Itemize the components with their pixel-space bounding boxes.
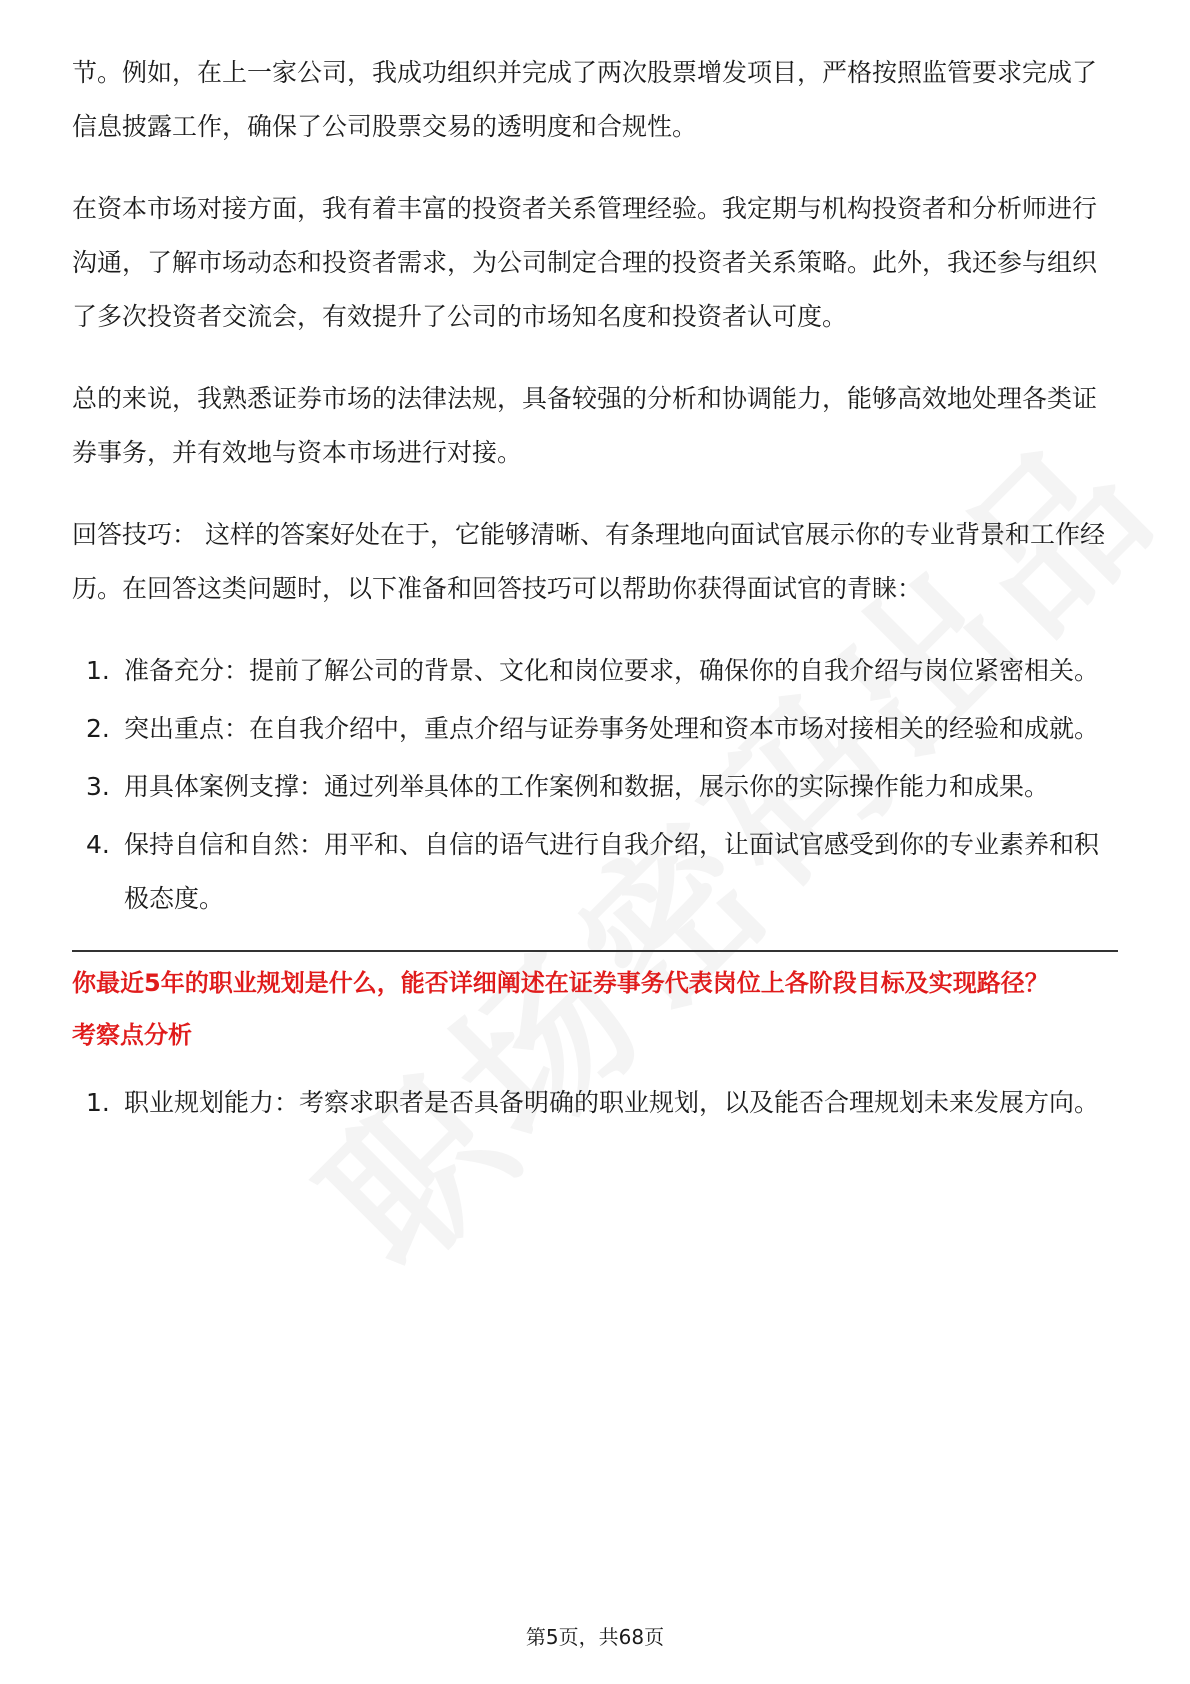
list-item [72, 818, 1118, 926]
list-item-text: 职业规划能力：考察求职者是否具备明确的职业规划，以及能否合理规划未来发展方向。 [124, 1088, 1100, 1117]
section-divider [72, 950, 1118, 952]
paragraph: 在资本市场对接方面，我有着丰富的投资者关系管理经验。我定期与机构投资者和分析师进行沟通，了解市场动态和投资者需求，为公司制定合理的投资者关系策略。此外，我还参与组织了多次投资者交流会，有效提升了公司的市场知名度和投资者认可度。 [72, 194, 1098, 331]
list-number: 1. [86, 1088, 110, 1117]
tips-list [72, 644, 1118, 926]
list-item-text: 保持自信和自然：用平和、自信的语气进行自我介绍，让面试官感受到你的专业素养和积极态度。 [124, 830, 1100, 913]
list-number: 2. [86, 714, 110, 743]
list-number: 3. [86, 772, 110, 801]
list-item-text: 突出重点：在自我介绍中，重点介绍与证券事务处理和资本市场对接相关的经验和成就。 [124, 714, 1100, 743]
list-number: 4. [86, 830, 110, 859]
paragraph: 总的来说，我熟悉证券市场的法律法规，具备较强的分析和协调能力，能够高效地处理各类证券事务，并有效地与资本市场进行对接。 [72, 384, 1098, 467]
list-item [72, 1076, 1118, 1130]
page-number: 第5页，共68页 [525, 1625, 665, 1649]
paragraph: 节。例如，在上一家公司，我成功组织并完成了两次股票增发项目，严格按照监管要求完成了信息披露工作，确保了公司股票交易的透明度和合规性。 [72, 58, 1098, 141]
analysis-list [72, 1076, 1118, 1130]
list-item-text: 用具体案例支撑：通过列举具体的工作案例和数据，展示你的实际操作能力和成果。 [124, 772, 1050, 801]
analysis-title: 考察点分析 [72, 1021, 192, 1049]
list-item [72, 644, 1118, 698]
list-item [72, 702, 1118, 756]
list-number: 1. [86, 656, 110, 685]
list-item-text: 准备充分：提前了解公司的背景、文化和岗位要求，确保你的自我介绍与岗位紧密相关。 [124, 656, 1100, 685]
list-item [72, 760, 1118, 814]
question-heading: 你最近5年的职业规划是什么，能否详细阐述在证券事务代表岗位上各阶段目标及实现路径？ [72, 969, 1049, 997]
answer-tips-intro: 回答技巧： 这样的答案好处在于，它能够清晰、有条理地向面试官展示你的专业背景和工作经历。在回答这类问题时，以下准备和回答技巧可以帮助你获得面试官的青睐： [72, 520, 1105, 603]
page-content [72, 46, 1118, 1154]
